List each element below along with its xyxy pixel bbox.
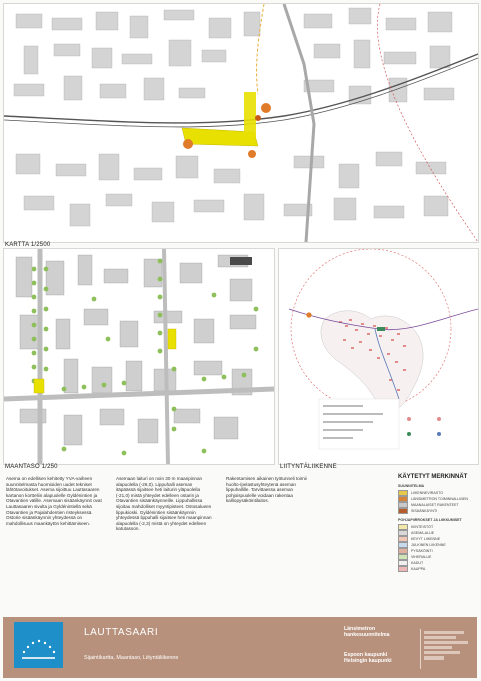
project-subtitle: Sijaintikartta, Maantaso, Liityntäliikenne: [84, 655, 179, 661]
legend-item: KIINTEISTÖT: [398, 524, 433, 530]
feeder-map-drawing: [279, 249, 478, 464]
legend-item: KEVYT LIIKENNE: [398, 536, 440, 542]
legend-section-plan: SUUNNITELMA: [398, 484, 425, 488]
ground-level-plan[interactable]: [3, 248, 275, 465]
location-map[interactable]: [3, 3, 479, 243]
island-outline: [321, 311, 423, 411]
project-title: LAUTTASAARI: [84, 627, 159, 638]
legend-item: SISÄÄNKÄYNTI: [398, 508, 437, 514]
logo-arc-icon: [14, 622, 63, 668]
legend-item: PYSÄKÖINTI: [398, 548, 433, 554]
footer-banner: [3, 617, 477, 678]
city-line-1: Espoon kaupunki: [344, 652, 388, 658]
location-map-caption: KARTTA 1/2500: [5, 242, 51, 248]
ground-plan-caption: MAANTASO 1/250: [5, 464, 58, 470]
legend: [398, 484, 476, 614]
city-blocks: [14, 8, 454, 226]
legend-item: MAANALAISET RAKENTEET: [398, 502, 459, 508]
description-col-3: Rakentamisen aikainen työtunneli toimii huolto-/pelastusyhteytenä aseman lippuhallille. Tarvittaessa aseman pohjoispuolelle voidaan rakentaa kalliopysäköintilaitos.: [226, 476, 307, 504]
legend-item: LIIKENNEVIRASTO: [398, 490, 443, 496]
description-col-1: Asema on edellisen kehitetty YVA-vaiheen suunnitelmasta huomioiden uudet tekniset lähtötavoitukset. Asema sijoittuu Lauttasaaren kartanon kortteliin alapuolelle Gyldénintien ja Otavantien välille. Asemaan sisäänkäynnit ovat Lauttasaaren sivulta ja Gyldénintiellä sekä Otavantien ja Pajalahdentien risteyksessä. Ostorie sisäänkäynnin yhteydessä on mahdollisuus maankäytön kehittämiseen.: [6, 476, 102, 526]
station-entrance-plan[interactable]: [168, 329, 176, 349]
legend-item: KAUPPA: [398, 566, 425, 572]
entrance-marker-north[interactable]: [261, 103, 271, 113]
feeder-map-caption: LIITYNTÄLIIKENNE: [280, 464, 337, 470]
feeder-traffic-map[interactable]: [278, 248, 479, 465]
org-line-1: Länsimetron: [344, 626, 376, 632]
org-line-2: hankesuunnitelma: [344, 632, 390, 639]
entrance-marker-west[interactable]: [183, 139, 193, 149]
legend-item: KADUT: [398, 560, 423, 566]
location-map-drawing: [4, 4, 478, 242]
title-block-meta: [420, 629, 473, 669]
legend-item: ASEMA-ALUE: [398, 530, 434, 536]
legend-section-floor: POHJAPIIRROKSET JA LIIKKUMISET: [398, 518, 462, 522]
entrance-plan-west[interactable]: [34, 379, 44, 393]
city-names: [344, 652, 392, 665]
city-line-2: Helsingin kaupunki: [344, 658, 392, 665]
org-name: [344, 626, 390, 639]
legend-item: JULKINEN LIIKENNE: [398, 542, 446, 548]
entrance-marker-south[interactable]: [248, 150, 256, 158]
legend-item: LÄNSIMETRON TOIMINNALLINEN: [398, 496, 468, 502]
description-col-2: Asemaan laituri on noin 30 m maanpinnan alapuolella (-26,0). Lippuhalli aseman itäpäässä sijaitsee heti laiturin yläpuolella (-21,0) mistä yhteydet edelleen ostarin ja Otavantien sisäänkäynneille. Lippuhallissa sijoitau mahdolliset myyntipisteet. Ostosalueen lippukioski. Gyldénintien sisäänkäynnin yhteydessä lippuhalli sijaitsee heti maanpinnan alapuolella (-2,3) mistä on yhteydet edelleen katutasoon.: [116, 476, 212, 532]
ground-plan-drawing: [4, 249, 274, 464]
legend-title: KÄYTETYT MERKINNÄT: [398, 474, 468, 480]
legend-item: VIHERALUE: [398, 554, 431, 560]
lansimetro-logo: [14, 622, 63, 668]
